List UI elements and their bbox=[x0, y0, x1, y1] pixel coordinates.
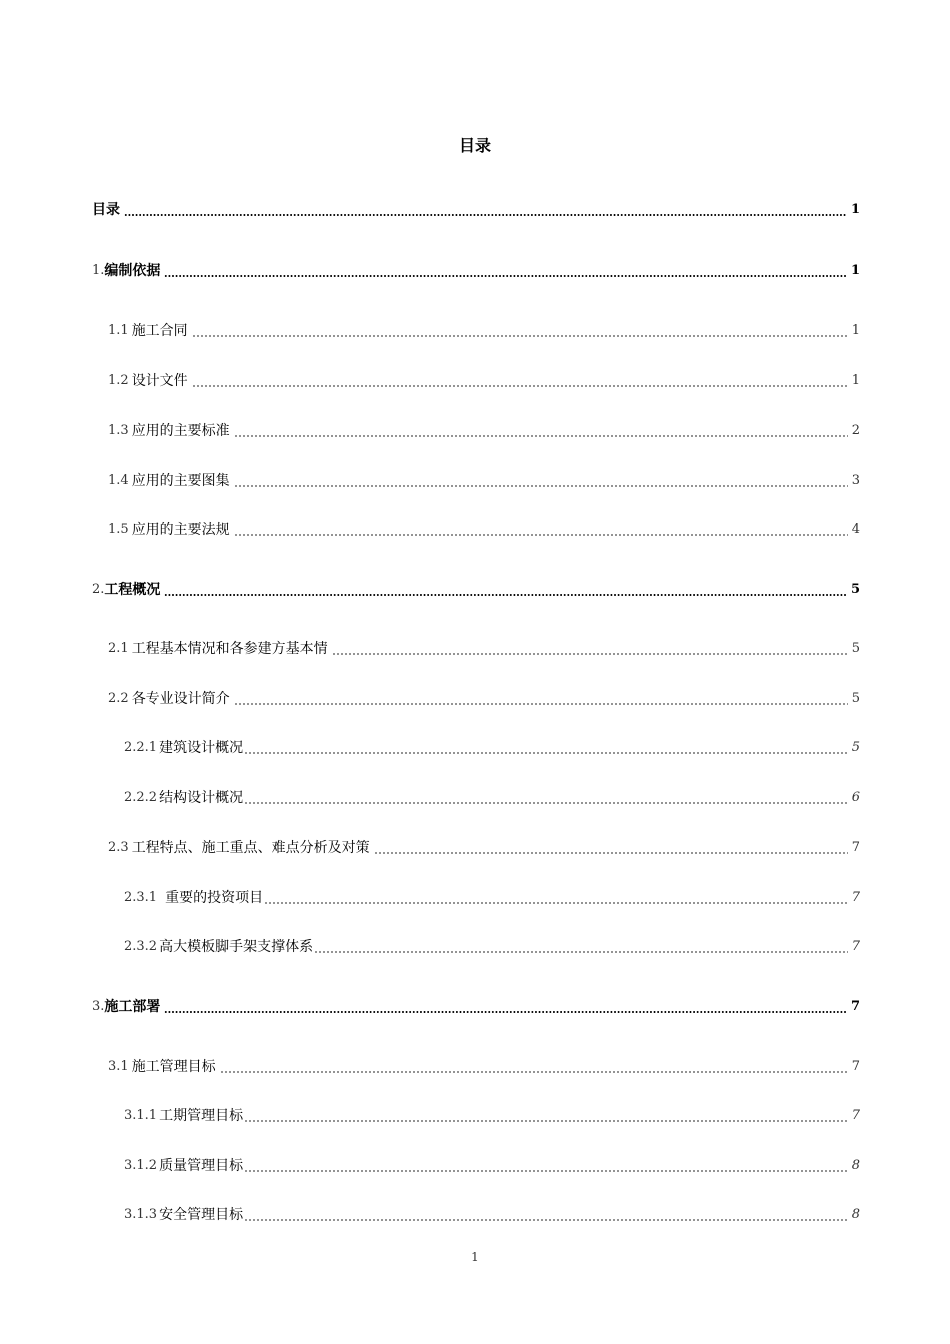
toc-entry-label: 工程特点、施工重点、难点分析及对策 bbox=[131, 840, 370, 856]
toc-entry[interactable] bbox=[108, 834, 860, 858]
toc-entry[interactable] bbox=[108, 317, 860, 341]
toc-entry-number: 1. bbox=[92, 263, 105, 278]
toc-entry-page: 1 bbox=[851, 323, 860, 338]
toc-entry-label: 质量管理目标 bbox=[159, 1158, 244, 1174]
toc-entry-page: 5 bbox=[851, 691, 860, 706]
toc-entry-number: 2.2 bbox=[108, 691, 129, 706]
toc-entry-number: 1.1 bbox=[108, 323, 129, 338]
toc-entry-page: 5 bbox=[850, 582, 860, 597]
toc-leader bbox=[244, 802, 848, 804]
toc-entry-number: 2.2.1 bbox=[124, 740, 158, 755]
toc-entry-number: 1.4 bbox=[108, 473, 129, 488]
toc-entry-label: 施工管理目标 bbox=[131, 1059, 216, 1075]
toc-leader bbox=[234, 485, 848, 487]
toc-leader bbox=[374, 852, 848, 854]
page-number: 1 bbox=[471, 1250, 479, 1264]
toc-entry[interactable] bbox=[92, 993, 860, 1017]
toc-leader bbox=[234, 703, 848, 705]
toc-entry-label: 编制依据 bbox=[104, 263, 161, 279]
toc-entry-page: 1 bbox=[850, 263, 860, 278]
toc-entry[interactable] bbox=[108, 1053, 860, 1077]
toc-entry-label: 应用的主要图集 bbox=[131, 473, 230, 489]
toc-entry-page: 7 bbox=[851, 939, 860, 954]
toc-leader bbox=[234, 435, 848, 437]
toc-leader bbox=[244, 1219, 848, 1221]
toc-entry-page: 4 bbox=[851, 522, 860, 537]
toc-entry-label: 高大模板脚手架支撑体系 bbox=[159, 939, 314, 955]
toc-entry[interactable] bbox=[108, 417, 860, 441]
toc-leader bbox=[220, 1071, 848, 1073]
toc-entry-label: 各专业设计简介 bbox=[131, 691, 230, 707]
toc-entry-page: 1 bbox=[850, 202, 860, 217]
toc-entry-label: 应用的主要标准 bbox=[131, 423, 230, 439]
toc-entry[interactable] bbox=[124, 1102, 860, 1126]
toc-leader bbox=[164, 275, 847, 277]
toc-entry-label: 工期管理目标 bbox=[159, 1108, 244, 1124]
toc-leader bbox=[192, 385, 848, 387]
toc-leader bbox=[332, 653, 848, 655]
toc-entry[interactable] bbox=[124, 784, 860, 808]
toc-leader bbox=[314, 951, 848, 953]
toc-leader bbox=[164, 594, 847, 596]
toc-entry-number: 2.3.2 bbox=[124, 939, 158, 954]
toc-entry-page: 8 bbox=[851, 1207, 860, 1222]
toc-entry-page: 5 bbox=[851, 641, 860, 656]
toc-entry-number: 3.1 bbox=[108, 1059, 129, 1074]
toc-entry-label: 施工合同 bbox=[131, 323, 188, 339]
toc-entry-page: 6 bbox=[851, 790, 860, 805]
toc-entry-page: 7 bbox=[851, 1108, 860, 1123]
toc-entry-number: 1.5 bbox=[108, 522, 129, 537]
toc-entry-number: 2.1 bbox=[108, 641, 129, 656]
toc-entry[interactable] bbox=[124, 884, 860, 908]
toc-entry-number: 2.3 bbox=[108, 840, 129, 855]
toc-entry-label: 建筑设计概况 bbox=[159, 740, 244, 756]
toc-entry-label: 重要的投资项目 bbox=[165, 890, 264, 906]
toc-entry-page: 5 bbox=[851, 740, 860, 755]
toc-entry-page: 3 bbox=[851, 473, 860, 488]
page-title: 目录 bbox=[458, 136, 491, 155]
toc-entry-label: 结构设计概况 bbox=[159, 790, 244, 806]
toc-entry-label: 工程基本情况和各参建方基本情 bbox=[131, 641, 328, 657]
toc-entry-number: 3. bbox=[92, 999, 105, 1014]
toc-entry-label: 应用的主要法规 bbox=[131, 522, 230, 538]
toc-entry-number: 1.2 bbox=[108, 373, 129, 388]
toc-entry-label: 安全管理目标 bbox=[159, 1207, 244, 1223]
toc-entry[interactable] bbox=[92, 257, 860, 281]
toc-entry-number: 3.1.2 bbox=[124, 1158, 158, 1173]
toc-leader bbox=[124, 214, 847, 216]
toc-entry[interactable] bbox=[108, 635, 860, 659]
toc-entry-label: 工程概况 bbox=[104, 582, 161, 598]
toc-leader bbox=[192, 335, 848, 337]
toc-entry[interactable] bbox=[124, 933, 860, 957]
toc-entry[interactable] bbox=[108, 367, 860, 391]
toc-entry[interactable] bbox=[108, 685, 860, 709]
toc-leader bbox=[234, 534, 848, 536]
toc-entry-page: 2 bbox=[851, 423, 860, 438]
toc-entry-number: 3.1.3 bbox=[124, 1207, 158, 1222]
toc-entry-number: 2.2.2 bbox=[124, 790, 158, 805]
toc-leader bbox=[264, 902, 848, 904]
toc-entry-number: 2.3.1 bbox=[124, 890, 158, 905]
toc-leader bbox=[244, 752, 848, 754]
toc-entry-page: 7 bbox=[851, 890, 860, 905]
toc-entry-page: 7 bbox=[851, 1059, 860, 1074]
toc-entry[interactable] bbox=[124, 1152, 860, 1176]
toc-entry-page: 7 bbox=[851, 840, 860, 855]
toc-entry-label: 设计文件 bbox=[131, 373, 188, 389]
toc-entry[interactable] bbox=[108, 467, 860, 491]
toc-entry[interactable] bbox=[92, 196, 860, 220]
toc-entry[interactable] bbox=[108, 516, 860, 540]
toc-entry-page: 1 bbox=[851, 373, 860, 388]
toc-leader bbox=[244, 1170, 848, 1172]
toc-entry[interactable] bbox=[124, 734, 860, 758]
toc-entry-page: 8 bbox=[851, 1158, 860, 1173]
toc-entry[interactable] bbox=[92, 576, 860, 600]
toc-entry-number: 1.3 bbox=[108, 423, 129, 438]
toc-entry-label: 目录 bbox=[92, 202, 120, 218]
toc-entry-page: 7 bbox=[850, 999, 860, 1014]
toc-entry-number: 2. bbox=[92, 582, 105, 597]
toc-leader bbox=[164, 1011, 847, 1013]
toc-entry-number: 3.1.1 bbox=[124, 1108, 158, 1123]
toc-entry[interactable] bbox=[124, 1201, 860, 1225]
toc-leader bbox=[244, 1120, 848, 1122]
toc-entry-label: 施工部署 bbox=[104, 999, 161, 1015]
